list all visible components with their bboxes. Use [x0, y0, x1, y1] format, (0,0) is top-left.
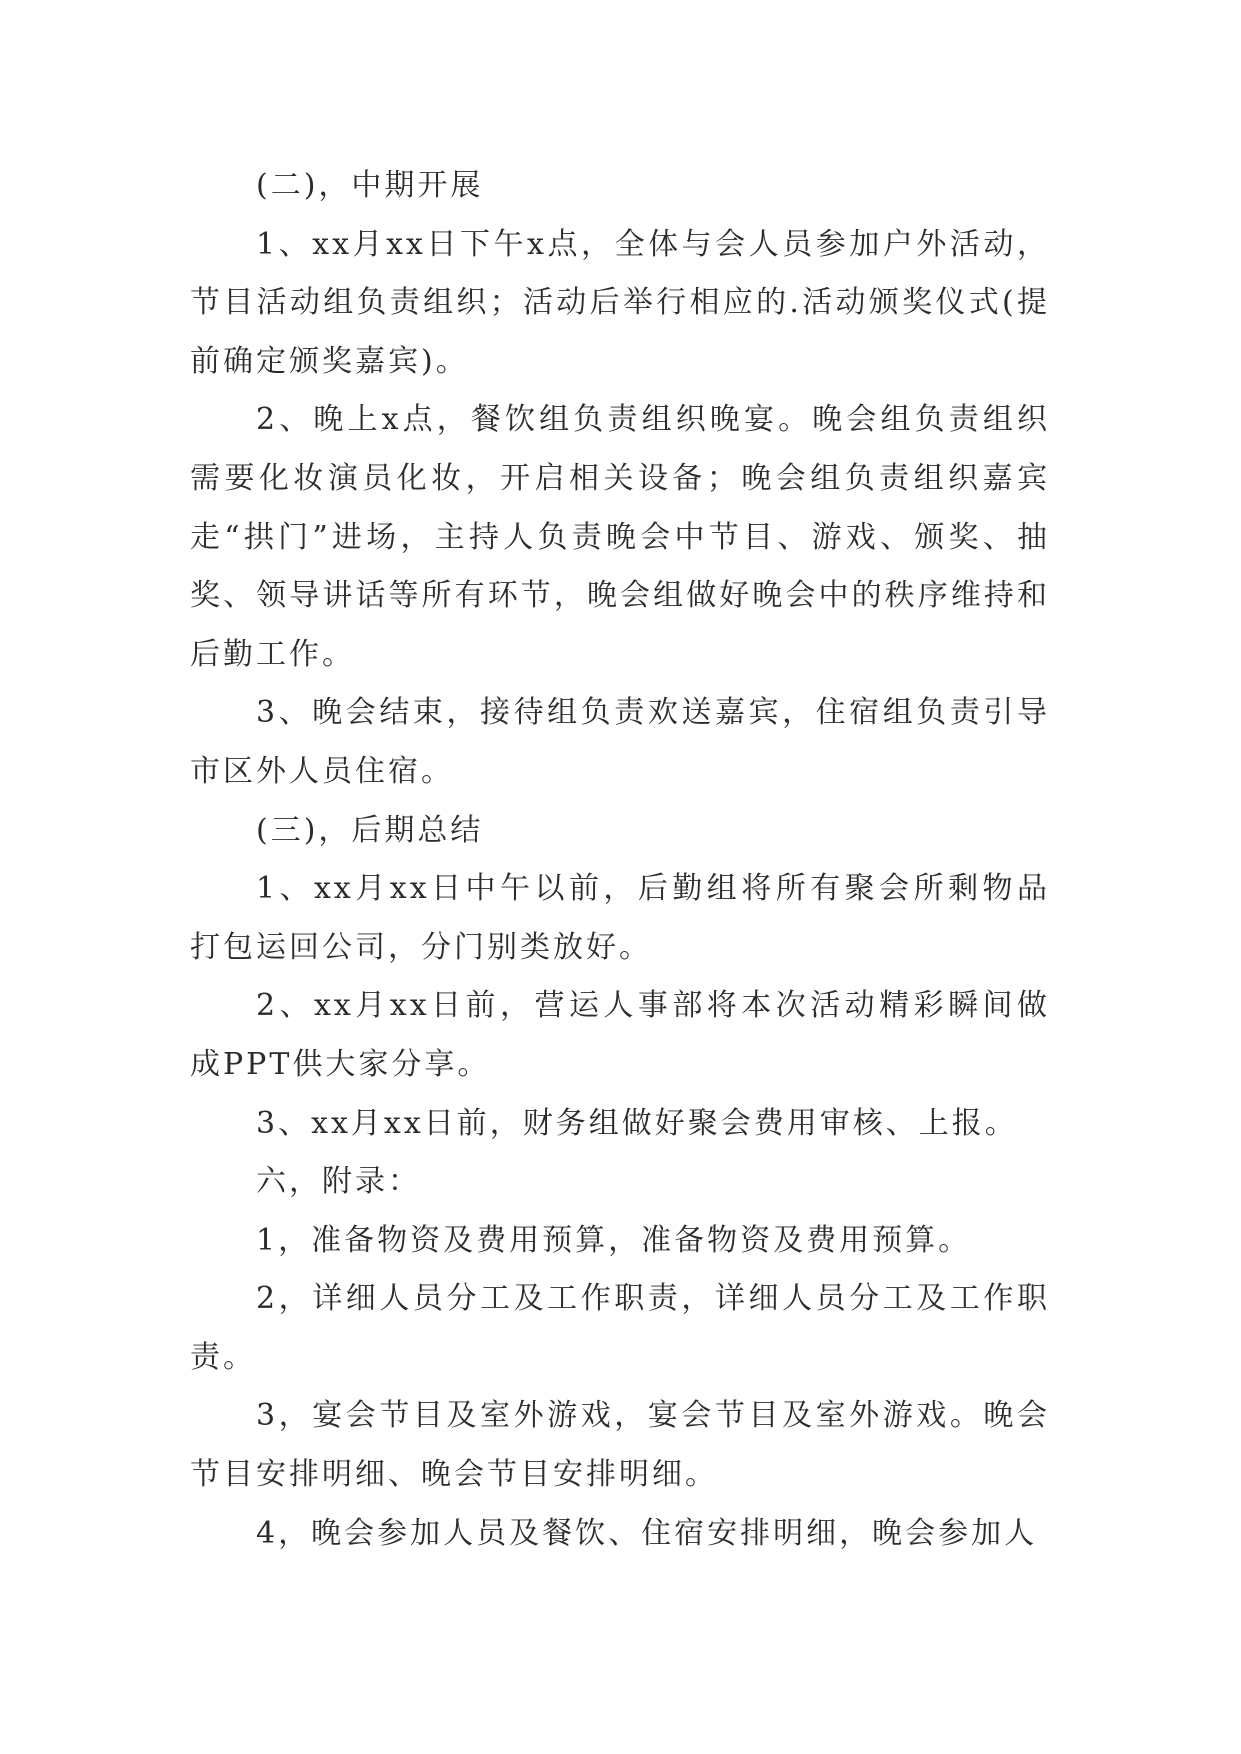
appendix-item: 1，准备物资及费用预算，准备物资及费用预算。 [256, 1222, 972, 1258]
appendix-item: 4，晚会参加人员及餐饮、住宿安排明细，晚会参加人 [256, 1515, 1038, 1551]
paragraph: 2、xx月xx日前，营运人事部将本次活动精彩瞬间做成PPT供大家分享。 [190, 988, 1050, 1082]
document-body [190, 157, 1050, 1563]
paragraph: 1、xx月xx日中午以前，后勤组将所有聚会所剩物品打包运回公司，分门别类放好。 [190, 871, 1050, 965]
paragraph: 2、晚上x点，餐饮组负责组织晚宴。晚会组负责组织需要化妆演员化妆，开启相关设备；晚会组负责组织嘉宾走“拱门”进场，主持人负责晚会中节目、游戏、颁奖、抽奖、领导讲话等所有环节，晚会组做好晚会中的秩序维持和后勤工作。 [190, 402, 1050, 672]
section-heading-summary: (三)，后期总结 [256, 812, 484, 848]
section-heading-midterm: (二)，中期开展 [256, 168, 484, 203]
paragraph: 3、xx月xx日前，财务组做好聚会费用审核、上报。 [256, 1105, 1018, 1141]
paragraph: 1、xx月xx日下午x点，全体与会人员参加户外活动，节目活动组负责组织；活动后举行相应的.活动颁奖仪式(提前确定颁奖嘉宾)。 [190, 226, 1050, 379]
appendix-item: 2，详细人员分工及工作职责，详细人员分工及工作职责。 [190, 1281, 1050, 1375]
section-heading-appendix: 六，附录： [256, 1164, 421, 1200]
appendix-item: 3，宴会节目及室外游戏，宴会节目及室外游戏。晚会节目安排明细、晚会节目安排明细。 [190, 1398, 1050, 1493]
paragraph: 3、晚会结束，接待组负责欢送嘉宾，住宿组负责引导市区外人员住宿。 [190, 695, 1050, 789]
